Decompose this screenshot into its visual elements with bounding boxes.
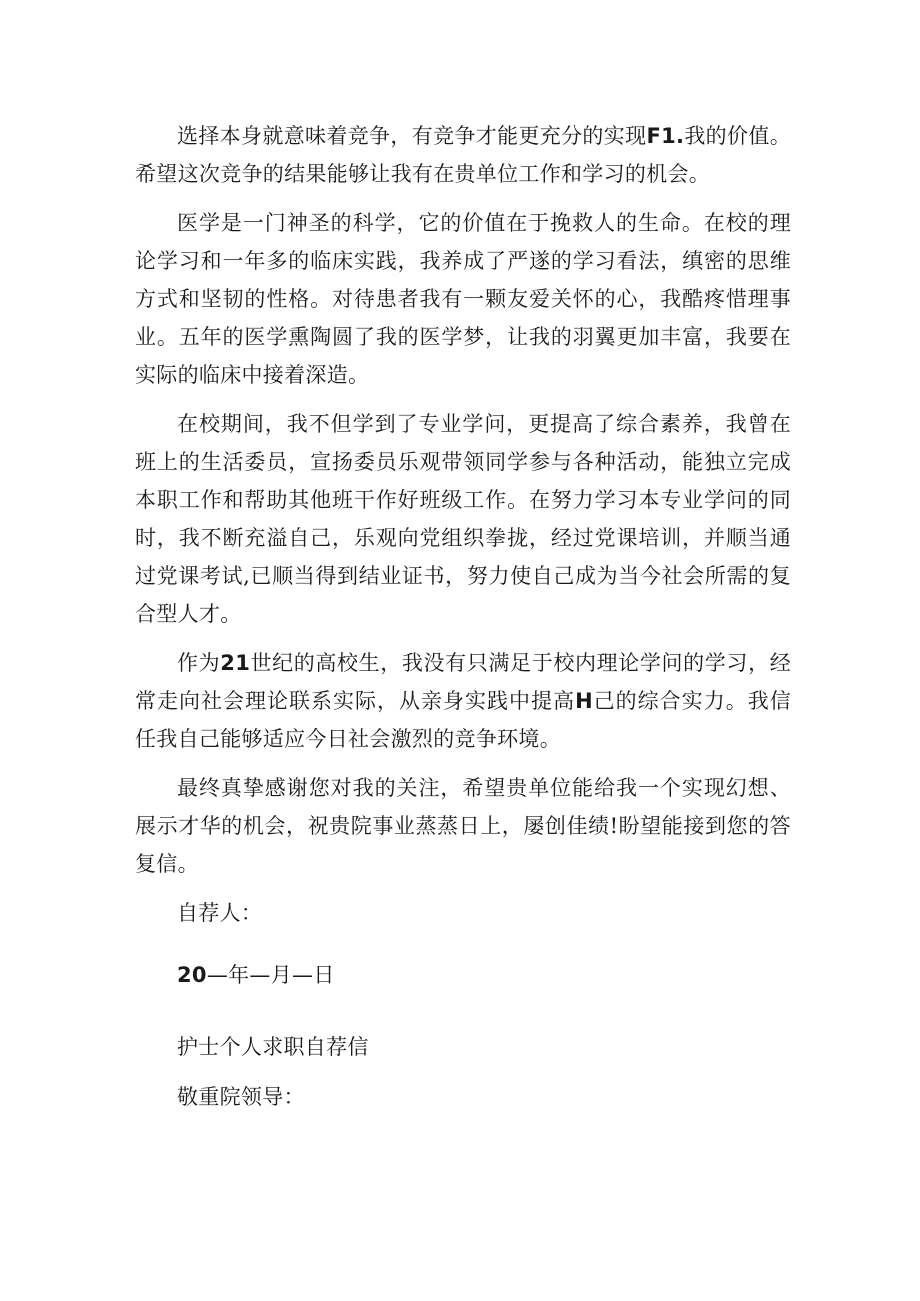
signer-label: 自荐人： xyxy=(177,901,263,925)
signature-date: 20—年—月—日 xyxy=(177,963,335,987)
letter-body xyxy=(135,117,791,1116)
paragraph-1: 选择本身就意味着竞争，有竞争才能更充分的实现F1.我的价值。希望这次竞争的结果能够让我有在贵单位工作和学习的机会。 xyxy=(135,124,791,186)
paragraph-3: 在校期间，我不但学到了专业学问，更提高了综合素养，我曾在班上的生活委员，宣扬委员乐观带领同学参与各种活动，能独立完成本职工作和帮助其他班干作好班级工作。在努力学习本专业学问的同时，我不断充溢自己，乐观向党组织拳拢，经过党课培训，并顺当通过党课考试,已顺当得到结业证书，努力使自己成为当今社会所需的复合型人才。 xyxy=(135,412,791,626)
paragraph-5: 最终真挚感谢您对我的关注，希望贵单位能给我一个实现幻想、展示才华的机会，祝贵院事业蒸蒸日上，屡创佳绩!盼望能接到您的答复信。 xyxy=(135,776,791,876)
salutation: 敬重院领导： xyxy=(177,1085,305,1109)
paragraph-2: 医学是一门神圣的科学，它的价值在于挽救人的生命。在校的理论学习和一年多的临床实践，我养成了严遂的学习看法，缜密的思维方式和坚韧的性格。对待患者我有一颗友爱关怀的心，我酷疼惜理事业。五年的医学熏陶圆了我的医学梦，让我的羽翼更加丰富，我要在实际的临床中接着深造。 xyxy=(135,211,791,387)
paragraph-4: 作为21世纪的高校生，我没有只满足于校内理论学问的学习，经常走向社会理论联系实际，从亲身实践中提高H己的综合实力。我信任我自己能够适应今日社会激烈的竞争环境。 xyxy=(135,651,792,751)
next-letter-title: 护士个人求职自荐信 xyxy=(177,1035,369,1059)
